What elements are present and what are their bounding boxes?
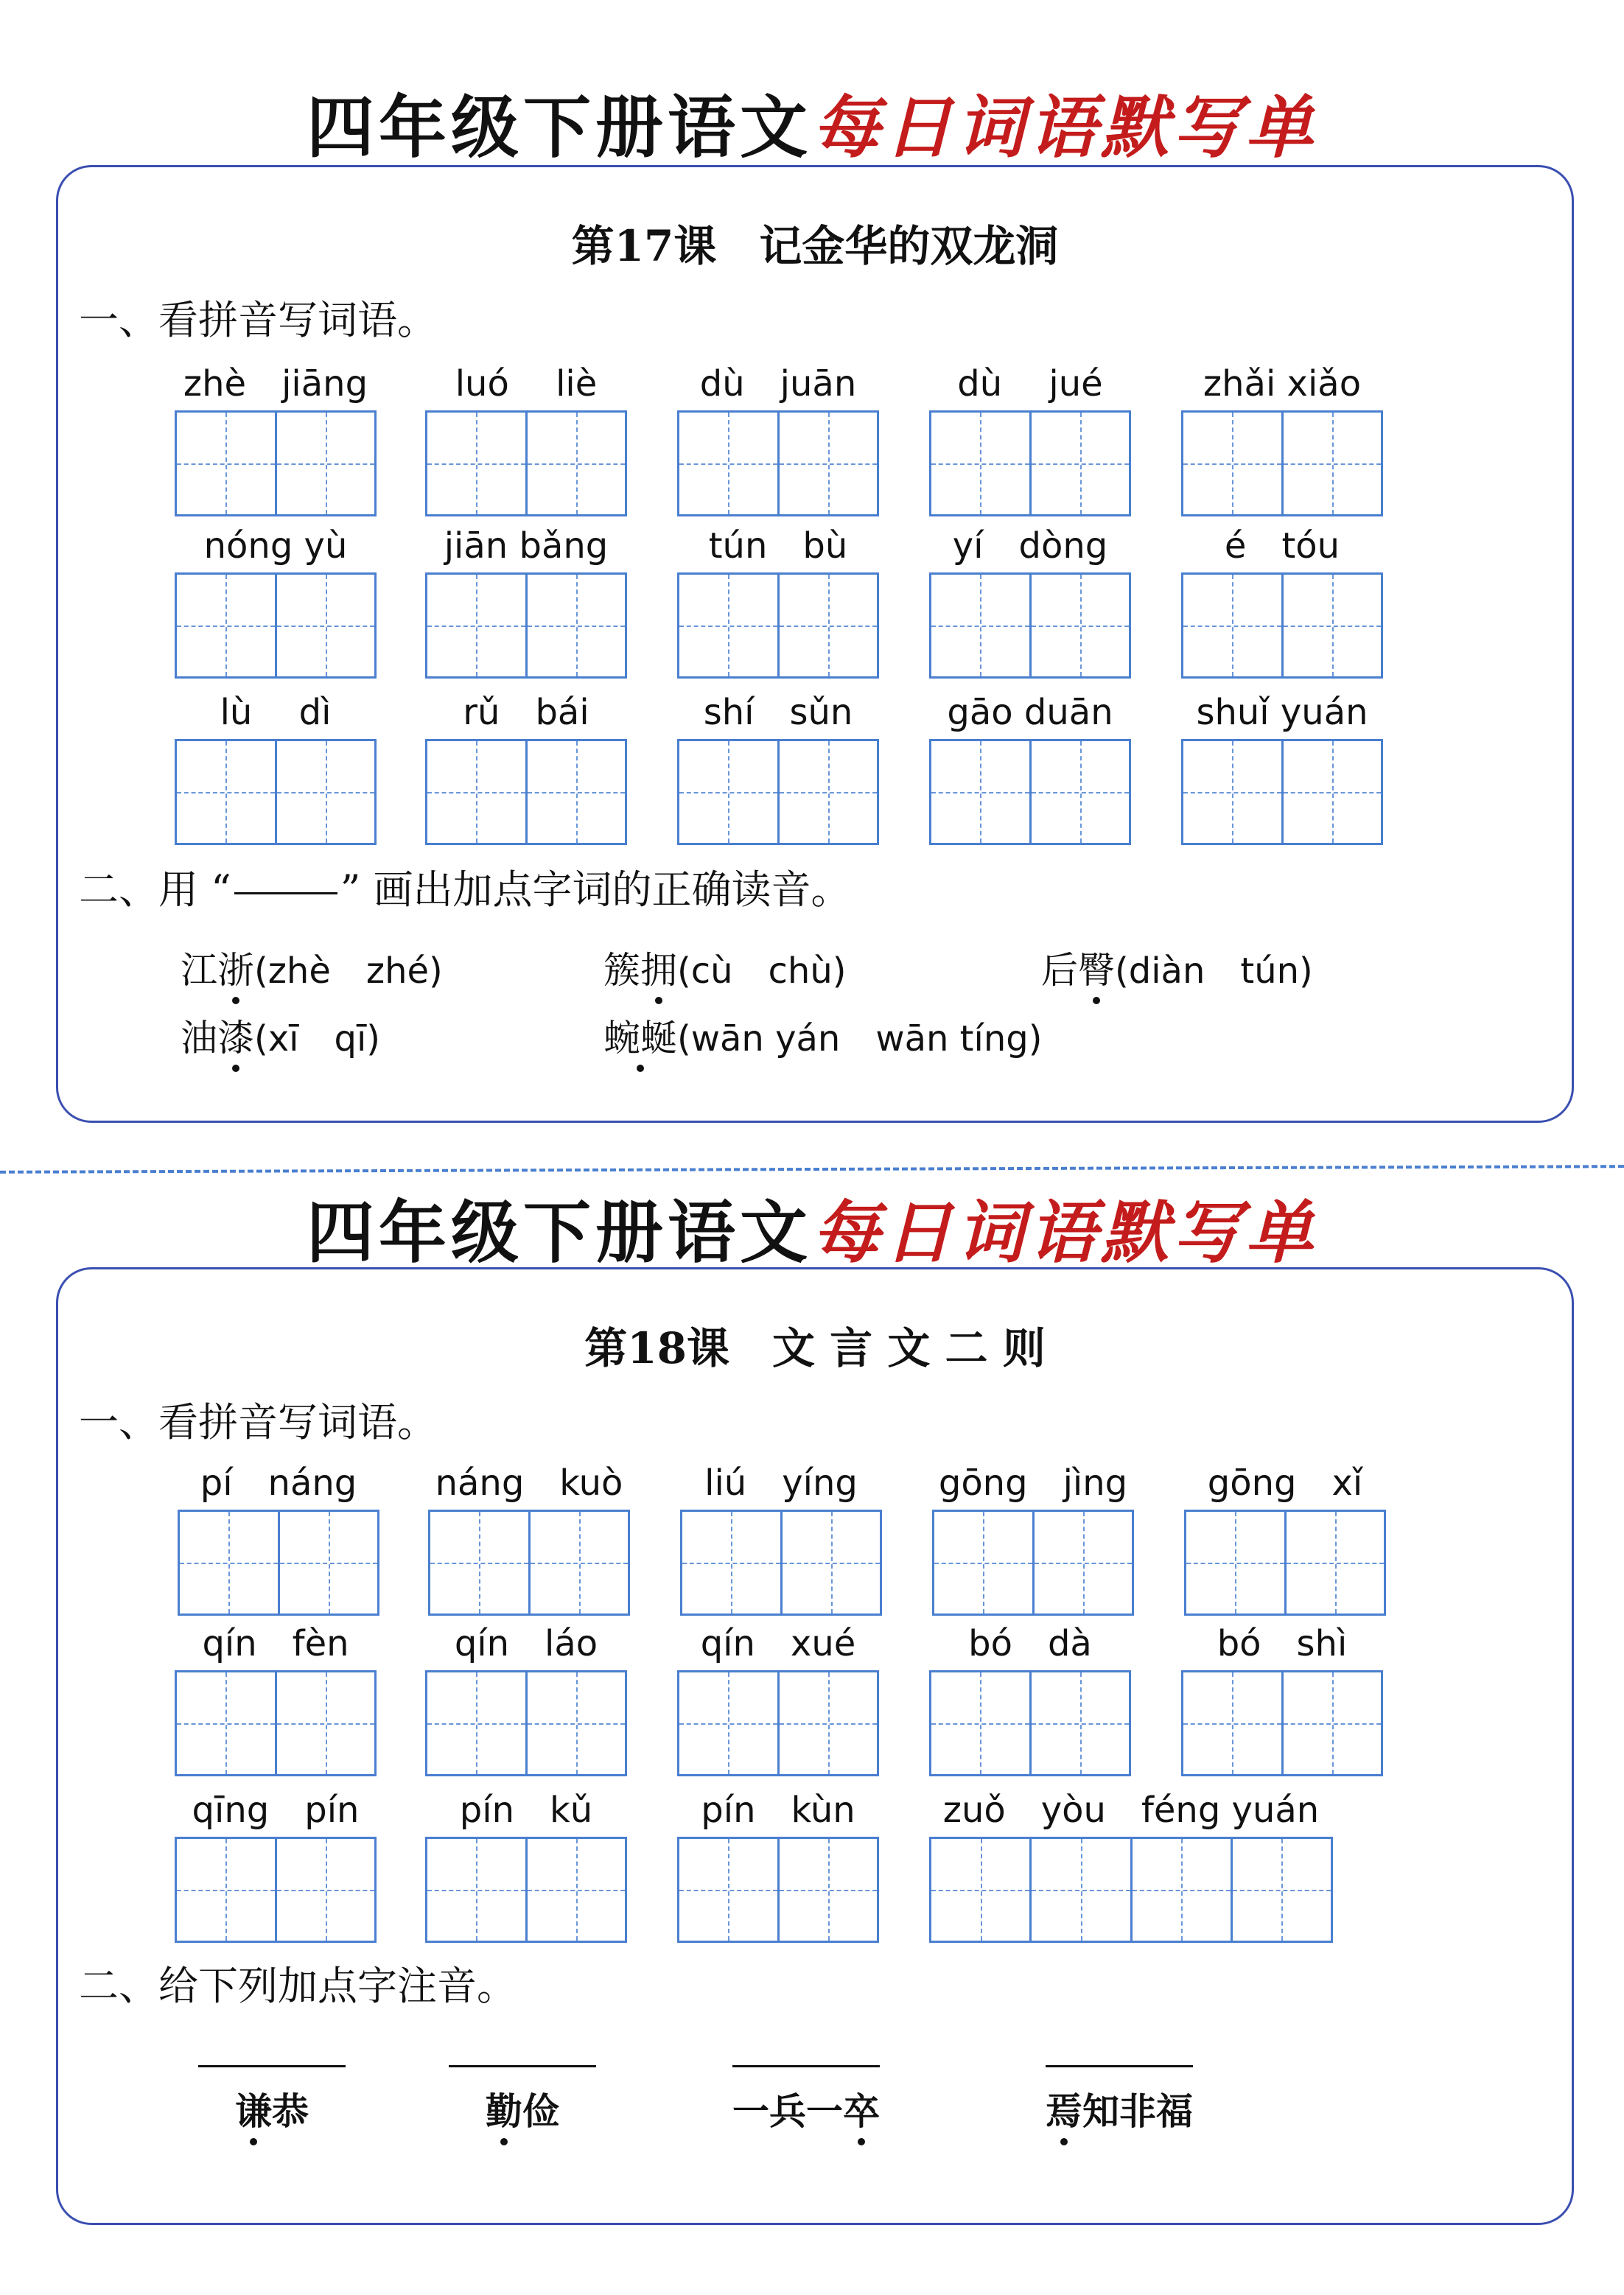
char-cell[interactable]	[1183, 413, 1281, 514]
char: 后	[1041, 949, 1078, 992]
char-cell[interactable]	[1029, 575, 1130, 676]
pinyin-options[interactable]: (zhè zhé)	[254, 950, 443, 992]
pinyin: bó shì	[1217, 1623, 1348, 1664]
char-cell[interactable]	[427, 413, 525, 514]
word-box[interactable]	[425, 1787, 627, 1943]
quote-open: “	[211, 866, 231, 913]
section2-text: 画出加点字词的正确读音。	[373, 866, 851, 913]
char-cell[interactable]	[528, 1512, 629, 1613]
word-box[interactable]	[677, 522, 879, 679]
sheet2-title	[0, 1179, 1624, 1276]
dotted-char: 卒	[843, 2082, 880, 2135]
dotted-char: 浙	[217, 941, 254, 994]
pinyin: tún bù	[708, 525, 848, 567]
reading-question	[603, 1009, 1042, 1062]
char-cell[interactable]	[430, 1512, 528, 1613]
reading-question	[1041, 941, 1313, 994]
pinyin: gōng xǐ	[1207, 1462, 1363, 1504]
pinyin: pí náng	[200, 1462, 357, 1504]
char: 簇	[603, 949, 640, 992]
char-cell[interactable]	[679, 1839, 777, 1941]
pinyin: zhǎi xiǎo	[1203, 363, 1362, 404]
word-box[interactable]	[1181, 522, 1383, 679]
char-cell[interactable]	[777, 741, 878, 843]
sheet2-title-black: 四年级下册语文	[306, 1193, 812, 1272]
sheet2-section1-heading: 一、看拼音写词语。	[79, 1399, 437, 1446]
dotted-char: 焉	[1046, 2082, 1082, 2135]
char-cell[interactable]	[275, 1839, 375, 1941]
char-cell[interactable]	[679, 413, 777, 514]
word-box[interactable]	[425, 360, 627, 516]
char-cell[interactable]	[525, 413, 626, 514]
answer-line[interactable]	[1046, 2065, 1193, 2067]
word-box[interactable]	[178, 1460, 379, 1616]
pinyin: gōng jìng	[938, 1462, 1128, 1504]
pinyin: luó liè	[455, 363, 598, 404]
char-cell[interactable]	[180, 1512, 278, 1613]
char-cell[interactable]	[777, 1672, 878, 1774]
char-cell[interactable]	[931, 1672, 1029, 1774]
char-cell[interactable]	[777, 575, 878, 676]
sheet1-section1-heading: 一、看拼音写词语。	[79, 297, 437, 343]
pinyin: liú yíng	[704, 1462, 858, 1504]
word-box[interactable]	[1181, 689, 1383, 845]
dotted-char: 谦	[235, 2082, 272, 2135]
sheet1-title	[0, 74, 1624, 171]
annotate-item[interactable]	[198, 2065, 346, 2135]
pinyin-options[interactable]: (wān yán wān tíng)	[677, 1018, 1043, 1059]
word-box[interactable]	[175, 689, 377, 845]
pinyin: qín fèn	[202, 1623, 349, 1664]
word-box[interactable]	[1184, 1460, 1386, 1616]
word-box[interactable]	[929, 1620, 1131, 1776]
word-box[interactable]	[929, 522, 1131, 679]
word-box[interactable]	[929, 689, 1131, 845]
pinyin: rǔ bái	[463, 692, 589, 733]
char-cell[interactable]	[427, 1672, 525, 1774]
word-box[interactable]	[175, 1620, 377, 1776]
char-cell[interactable]	[931, 413, 1029, 514]
word-box[interactable]	[932, 1460, 1134, 1616]
char-cell[interactable]	[931, 1839, 1029, 1941]
char-cell[interactable]	[427, 741, 525, 843]
pinyin: shuǐ yuán	[1196, 692, 1368, 733]
dotted-char: 拥	[640, 941, 677, 994]
pinyin: zuǒ yòu féng yuán	[942, 1790, 1320, 1831]
word-box[interactable]	[677, 689, 879, 845]
char-cell[interactable]	[931, 575, 1029, 676]
char-cell[interactable]	[1231, 1839, 1331, 1941]
pinyin: dù jué	[957, 363, 1103, 404]
char-cell[interactable]	[427, 1839, 525, 1941]
pinyin: gāo duān	[947, 692, 1113, 733]
answer-line[interactable]	[449, 2065, 596, 2067]
char-cell[interactable]	[1029, 741, 1130, 843]
char-cell[interactable]	[177, 413, 275, 514]
char: 俭	[522, 2089, 559, 2133]
sheet1-title-red: 每日词语默写单	[812, 88, 1318, 167]
word-box[interactable]	[677, 360, 879, 516]
char: 知非福	[1082, 2089, 1193, 2133]
char-cell[interactable]	[525, 575, 626, 676]
char-cell[interactable]	[1029, 1839, 1130, 1941]
char-cell[interactable]	[1281, 741, 1382, 843]
char-cell[interactable]	[1281, 413, 1382, 514]
char-cell[interactable]	[1130, 1839, 1231, 1941]
word-box[interactable]	[1181, 360, 1383, 516]
char-cell[interactable]	[177, 1672, 275, 1774]
pinyin: zhè jiāng	[183, 363, 368, 404]
word-box[interactable]	[677, 1620, 879, 1776]
char-cell[interactable]	[427, 575, 525, 676]
word-box[interactable]	[428, 1460, 630, 1616]
word-box[interactable]	[175, 360, 377, 516]
pinyin: qín xué	[700, 1623, 856, 1664]
reading-question	[603, 941, 847, 994]
word-box[interactable]	[929, 360, 1131, 516]
sheet1-lesson-title: 第17课 记金华的双龙洞	[571, 221, 1059, 271]
dotted-char: 勤	[486, 2082, 522, 2135]
reading-question	[181, 1009, 380, 1062]
char-cell[interactable]	[1284, 1512, 1385, 1613]
pinyin-options[interactable]: (xī qī)	[254, 1018, 381, 1059]
pinyin-options[interactable]: (diàn tún)	[1115, 950, 1313, 992]
char: 江	[181, 949, 217, 992]
pinyin-options[interactable]: (cù chù)	[677, 950, 847, 992]
pinyin: shí sǔn	[703, 692, 853, 733]
char: 一兵一	[732, 2089, 843, 2133]
word-box-4[interactable]	[929, 1787, 1333, 1943]
pinyin: qīng pín	[192, 1790, 360, 1831]
sheet2-lesson-title: 第18课 文 言 文 二 则	[584, 1323, 1046, 1373]
sheet2-panel	[56, 1267, 1574, 2225]
char-cell[interactable]	[1183, 741, 1281, 843]
dotted-char: 臀	[1078, 941, 1115, 994]
pinyin: pín kǔ	[459, 1790, 593, 1831]
char-cell[interactable]	[275, 575, 375, 676]
char-cell[interactable]	[177, 741, 275, 843]
char-cell[interactable]	[777, 1839, 878, 1941]
char-cell[interactable]	[682, 1512, 780, 1613]
quote-close: ”	[340, 866, 361, 913]
char-cell[interactable]	[1186, 1512, 1284, 1613]
word-box[interactable]	[425, 689, 627, 845]
char-cell[interactable]	[275, 741, 375, 843]
char: 恭	[272, 2089, 309, 2133]
char-cell[interactable]	[1281, 575, 1382, 676]
char-cell[interactable]	[525, 1672, 626, 1774]
char-cell[interactable]	[1183, 575, 1281, 676]
sheet1-section2-heading	[79, 858, 851, 915]
pinyin: dù juān	[699, 363, 857, 404]
char-cell[interactable]	[679, 741, 777, 843]
pinyin: bó dà	[968, 1623, 1092, 1664]
pinyin: nóng yù	[203, 525, 348, 567]
annotate-item[interactable]	[449, 2065, 596, 2135]
word-box[interactable]	[425, 522, 627, 679]
char-cell[interactable]	[934, 1512, 1032, 1613]
word-box[interactable]	[175, 1787, 377, 1943]
answer-line[interactable]	[198, 2065, 346, 2067]
annotate-item[interactable]	[725, 2065, 887, 2135]
cut-line	[0, 1165, 1624, 1174]
sheet1-title-black: 四年级下册语文	[306, 88, 812, 167]
underline-sample	[234, 892, 337, 894]
word-box[interactable]	[1181, 1620, 1383, 1776]
char-cell[interactable]	[177, 1839, 275, 1941]
char-cell[interactable]	[275, 1672, 375, 1774]
char: 油	[181, 1017, 217, 1059]
char-cell[interactable]	[278, 1512, 378, 1613]
char-cell[interactable]	[931, 741, 1029, 843]
char-cell[interactable]	[275, 413, 375, 514]
reading-question	[181, 941, 443, 994]
dotted-char: 蜿蜒	[603, 1009, 677, 1062]
char-cell[interactable]	[525, 741, 626, 843]
pinyin: jiān bǎng	[444, 525, 609, 567]
char-cell[interactable]	[1183, 1672, 1281, 1774]
pinyin: pín kùn	[701, 1790, 855, 1831]
char-cell[interactable]	[777, 413, 878, 514]
dotted-char: 漆	[217, 1009, 254, 1062]
word-box[interactable]	[425, 1620, 627, 1776]
section2-prefix: 二、用	[79, 866, 198, 913]
char-cell[interactable]	[1281, 1672, 1382, 1774]
char-cell[interactable]	[679, 1672, 777, 1774]
char-cell[interactable]	[1029, 1672, 1130, 1774]
word-box[interactable]	[175, 522, 377, 679]
char-cell[interactable]	[525, 1839, 626, 1941]
sheet1-panel	[56, 165, 1574, 1123]
answer-line[interactable]	[732, 2065, 880, 2067]
pinyin: yí dòng	[952, 525, 1108, 567]
char-cell[interactable]	[1032, 1512, 1133, 1613]
annotate-item[interactable]	[1031, 2065, 1208, 2135]
char-cell[interactable]	[1029, 413, 1130, 514]
char-cell[interactable]	[177, 575, 275, 676]
char-cell[interactable]	[780, 1512, 881, 1613]
pinyin: náng kuò	[435, 1462, 623, 1504]
pinyin: qín láo	[454, 1623, 598, 1664]
char-cell[interactable]	[679, 575, 777, 676]
sheet2-section2-heading: 二、给下列加点字注音。	[79, 1963, 517, 2009]
sheet2-title-red: 每日词语默写单	[812, 1193, 1318, 1272]
word-box[interactable]	[677, 1787, 879, 1943]
pinyin: lù dì	[220, 692, 332, 733]
word-box[interactable]	[680, 1460, 882, 1616]
pinyin: é tóu	[1224, 525, 1340, 567]
